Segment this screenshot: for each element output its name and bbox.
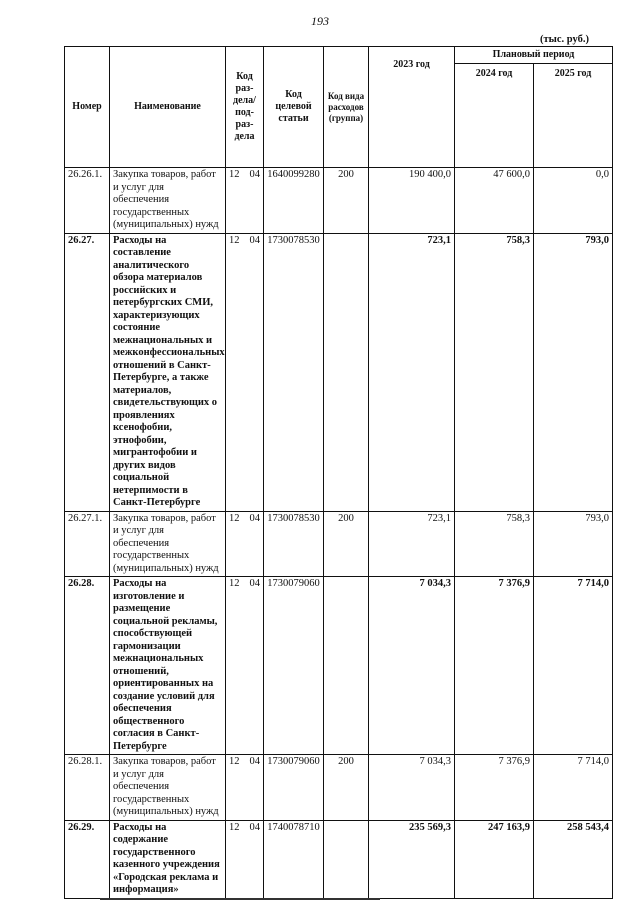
row-number: 26.27.1.: [65, 511, 110, 577]
table-row: [65, 577, 613, 755]
row-amount-2024: 758,3: [455, 511, 534, 577]
row-target-code: 1730079060: [264, 755, 324, 821]
row-name: Закупка товаров, работ и услуг для обеспечения государственных (муниципальных) нужд: [110, 168, 226, 234]
row-section-code: 12: [229, 821, 240, 833]
row-amount-2024: 247 163,9: [455, 820, 534, 898]
row-target-code: 1640099280: [264, 168, 324, 234]
table-row: [65, 820, 613, 898]
page-number: 193: [311, 14, 329, 28]
header-section: Код раз-дела/ под-раз-дела: [226, 47, 264, 168]
row-amount-2025: 7 714,0: [534, 755, 613, 821]
row-section: [226, 233, 264, 511]
row-number: 26.27.: [65, 233, 110, 511]
row-amount-2025: 0,0: [534, 168, 613, 234]
row-amount-2023: 7 034,3: [369, 755, 455, 821]
row-target-code: 1740078710: [264, 820, 324, 898]
row-name: Расходы на изготовление и размещение социальной рекламы, способствующей гармонизации межнациональных отношений, ориентированных на создание условий для обеспечения общественного согласия в Санкт-Петербурге: [110, 577, 226, 755]
row-amount-2023: 7 034,3: [369, 577, 455, 755]
row-amount-2023: 190 400,0: [369, 168, 455, 234]
row-amount-2024: 758,3: [455, 233, 534, 511]
table-row: [65, 511, 613, 577]
row-section: [226, 755, 264, 821]
row-expense-type: 200: [324, 168, 369, 234]
header-expense-type: Код вида расходов (группа): [324, 47, 369, 168]
row-expense-type: [324, 233, 369, 511]
row-name: Расходы на составление аналитического обзора материалов российских и петербургских СМИ, характеризующих состояние межнациональных и межконфессиональных отношений в Санкт-Петербурге, а также материалов, свидетельствующих о проявлениях ксенофобии, этнофобии, мигрантофобии и других видов социальной нетерпимости в Санкт-Петербурге: [110, 233, 226, 511]
row-expense-type: [324, 820, 369, 898]
row-amount-2024: 7 376,9: [455, 755, 534, 821]
row-number: 26.26.1.: [65, 168, 110, 234]
row-expense-type: [324, 577, 369, 755]
row-amount-2025: 258 543,4: [534, 820, 613, 898]
row-number: 26.28.: [65, 577, 110, 755]
row-section: [226, 511, 264, 577]
row-subsection-code: 04: [249, 512, 260, 524]
row-amount-2023: 723,1: [369, 233, 455, 511]
row-section: [226, 820, 264, 898]
row-amount-2023: 723,1: [369, 511, 455, 577]
row-target-code: 1730078530: [264, 233, 324, 511]
budget-table: [64, 46, 613, 899]
units-label: (тыс. руб.): [540, 34, 589, 45]
row-amount-2025: 793,0: [534, 233, 613, 511]
row-name: Закупка товаров, работ и услуг для обеспечения государственных (муниципальных) нужд: [110, 755, 226, 821]
header-2025: 2025 год: [534, 64, 613, 168]
row-subsection-code: 04: [249, 234, 260, 246]
row-section-code: 12: [229, 512, 240, 524]
row-name: Расходы на содержание государственного казенного учреждения «Городская реклама и информация»: [110, 820, 226, 898]
header-number: Номер: [65, 47, 110, 168]
row-number: 26.28.1.: [65, 755, 110, 821]
row-section: [226, 577, 264, 755]
row-amount-2023: 235 569,3: [369, 820, 455, 898]
row-amount-2025: 7 714,0: [534, 577, 613, 755]
row-section-code: 12: [229, 169, 240, 180]
row-expense-type: 200: [324, 511, 369, 577]
row-amount-2025: 793,0: [534, 511, 613, 577]
row-subsection-code: 04: [249, 578, 260, 589]
row-expense-type: 200: [324, 755, 369, 821]
row-target-code: 1730079060: [264, 577, 324, 755]
table-body: [65, 168, 613, 899]
row-target-code: 1730078530: [264, 511, 324, 577]
row-subsection-code: 04: [249, 169, 260, 180]
header-2024: 2024 год: [455, 64, 534, 168]
row-subsection-code: 04: [249, 756, 260, 767]
row-section-code: 12: [229, 578, 240, 589]
row-section: [226, 168, 264, 234]
header-name: Наименование: [110, 47, 226, 168]
row-subsection-code: 04: [249, 821, 260, 833]
header-planned-period: Плановый период: [455, 47, 613, 64]
table-row: [65, 755, 613, 821]
table-row: [65, 233, 613, 511]
row-amount-2024: 7 376,9: [455, 577, 534, 755]
row-section-code: 12: [229, 234, 240, 246]
header-2023: 2023 год: [369, 47, 455, 168]
row-name: Закупка товаров, работ и услуг для обеспечения государственных (муниципальных) нужд: [110, 511, 226, 577]
table-row: [65, 168, 613, 234]
row-number: 26.29.: [65, 820, 110, 898]
row-amount-2024: 47 600,0: [455, 168, 534, 234]
page-bottom-edge: [100, 898, 380, 903]
row-section-code: 12: [229, 756, 240, 767]
header-target: Код целевой статьи: [264, 47, 324, 168]
